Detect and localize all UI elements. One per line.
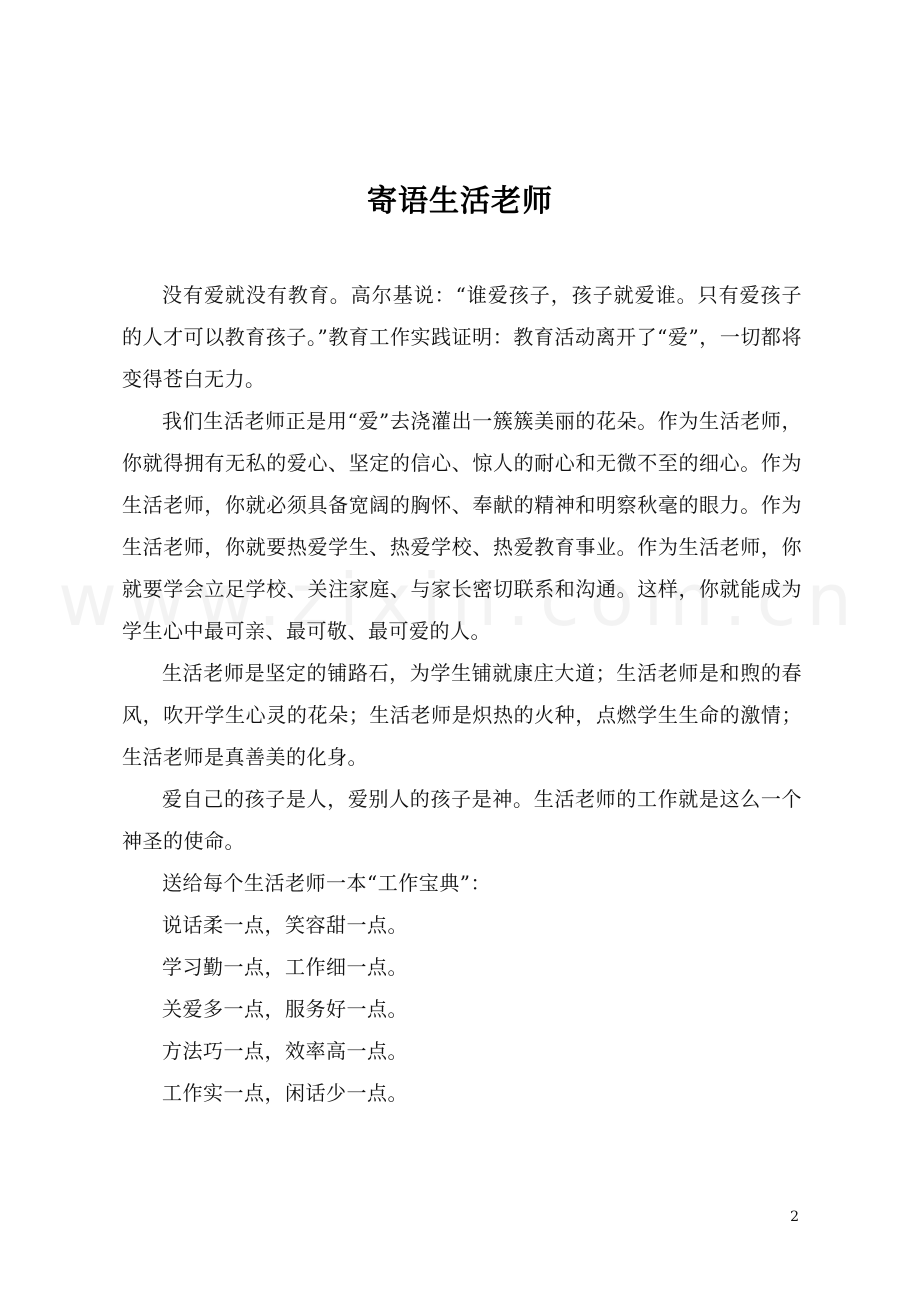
document-title: 寄语生活老师 [367, 184, 553, 219]
handbook-line-5: 工作实一点，闲话少一点。 [162, 1081, 408, 1105]
document-body [122, 274, 802, 1114]
handbook-line-1: 说话柔一点，笑容甜一点。 [162, 913, 408, 937]
paragraph-metaphors: 生活老师是坚定的铺路石，为学生铺就康庄大道；生活老师是和煦的春风，吹开学生心灵的花朵；生活老师是炽热的火种，点燃学生生命的激情；生活老师是真善美的化身。 [122, 661, 802, 769]
paragraph-role: 我们生活老师正是用“爱”去浇灌出一簇簇美丽的花朵。作为生活老师，你就得拥有无私的爱心、坚定的信心、惊人的耐心和无微不至的细心。作为生活老师，你就必须具备宽阔的胸怀、奉献的精神和明察秋毫的眼力。作为生活老师，你就要热爱学生、热爱学校、热爱教育事业。作为生活老师，你就要学会立足学校、关注家庭、与家长密切联系和沟通。这样，你就能成为学生心中最可亲、最可敬、最可爱的人。 [122, 409, 802, 643]
handbook-line-4: 方法巧一点，效率高一点。 [162, 1039, 408, 1063]
page-number: 2 [790, 1209, 799, 1225]
paragraph-mission: 爱自己的孩子是人，爱别人的孩子是神。生活老师的工作就是这么一个神圣的使命。 [122, 787, 802, 853]
handbook-line-3: 关爱多一点，服务好一点。 [162, 997, 408, 1021]
paragraph-handbook-intro: 送给每个生活老师一本“工作宝典”： [162, 871, 491, 895]
paragraph-intro: 没有爱就没有教育。高尔基说：“谁爱孩子，孩子就爱谁。只有爱孩子的人才可以教育孩子。”教育工作实践证明：教育活动离开了“爱”，一切都将变得苍白无力。 [122, 283, 802, 391]
handbook-line-2: 学习勤一点，工作细一点。 [162, 955, 408, 979]
